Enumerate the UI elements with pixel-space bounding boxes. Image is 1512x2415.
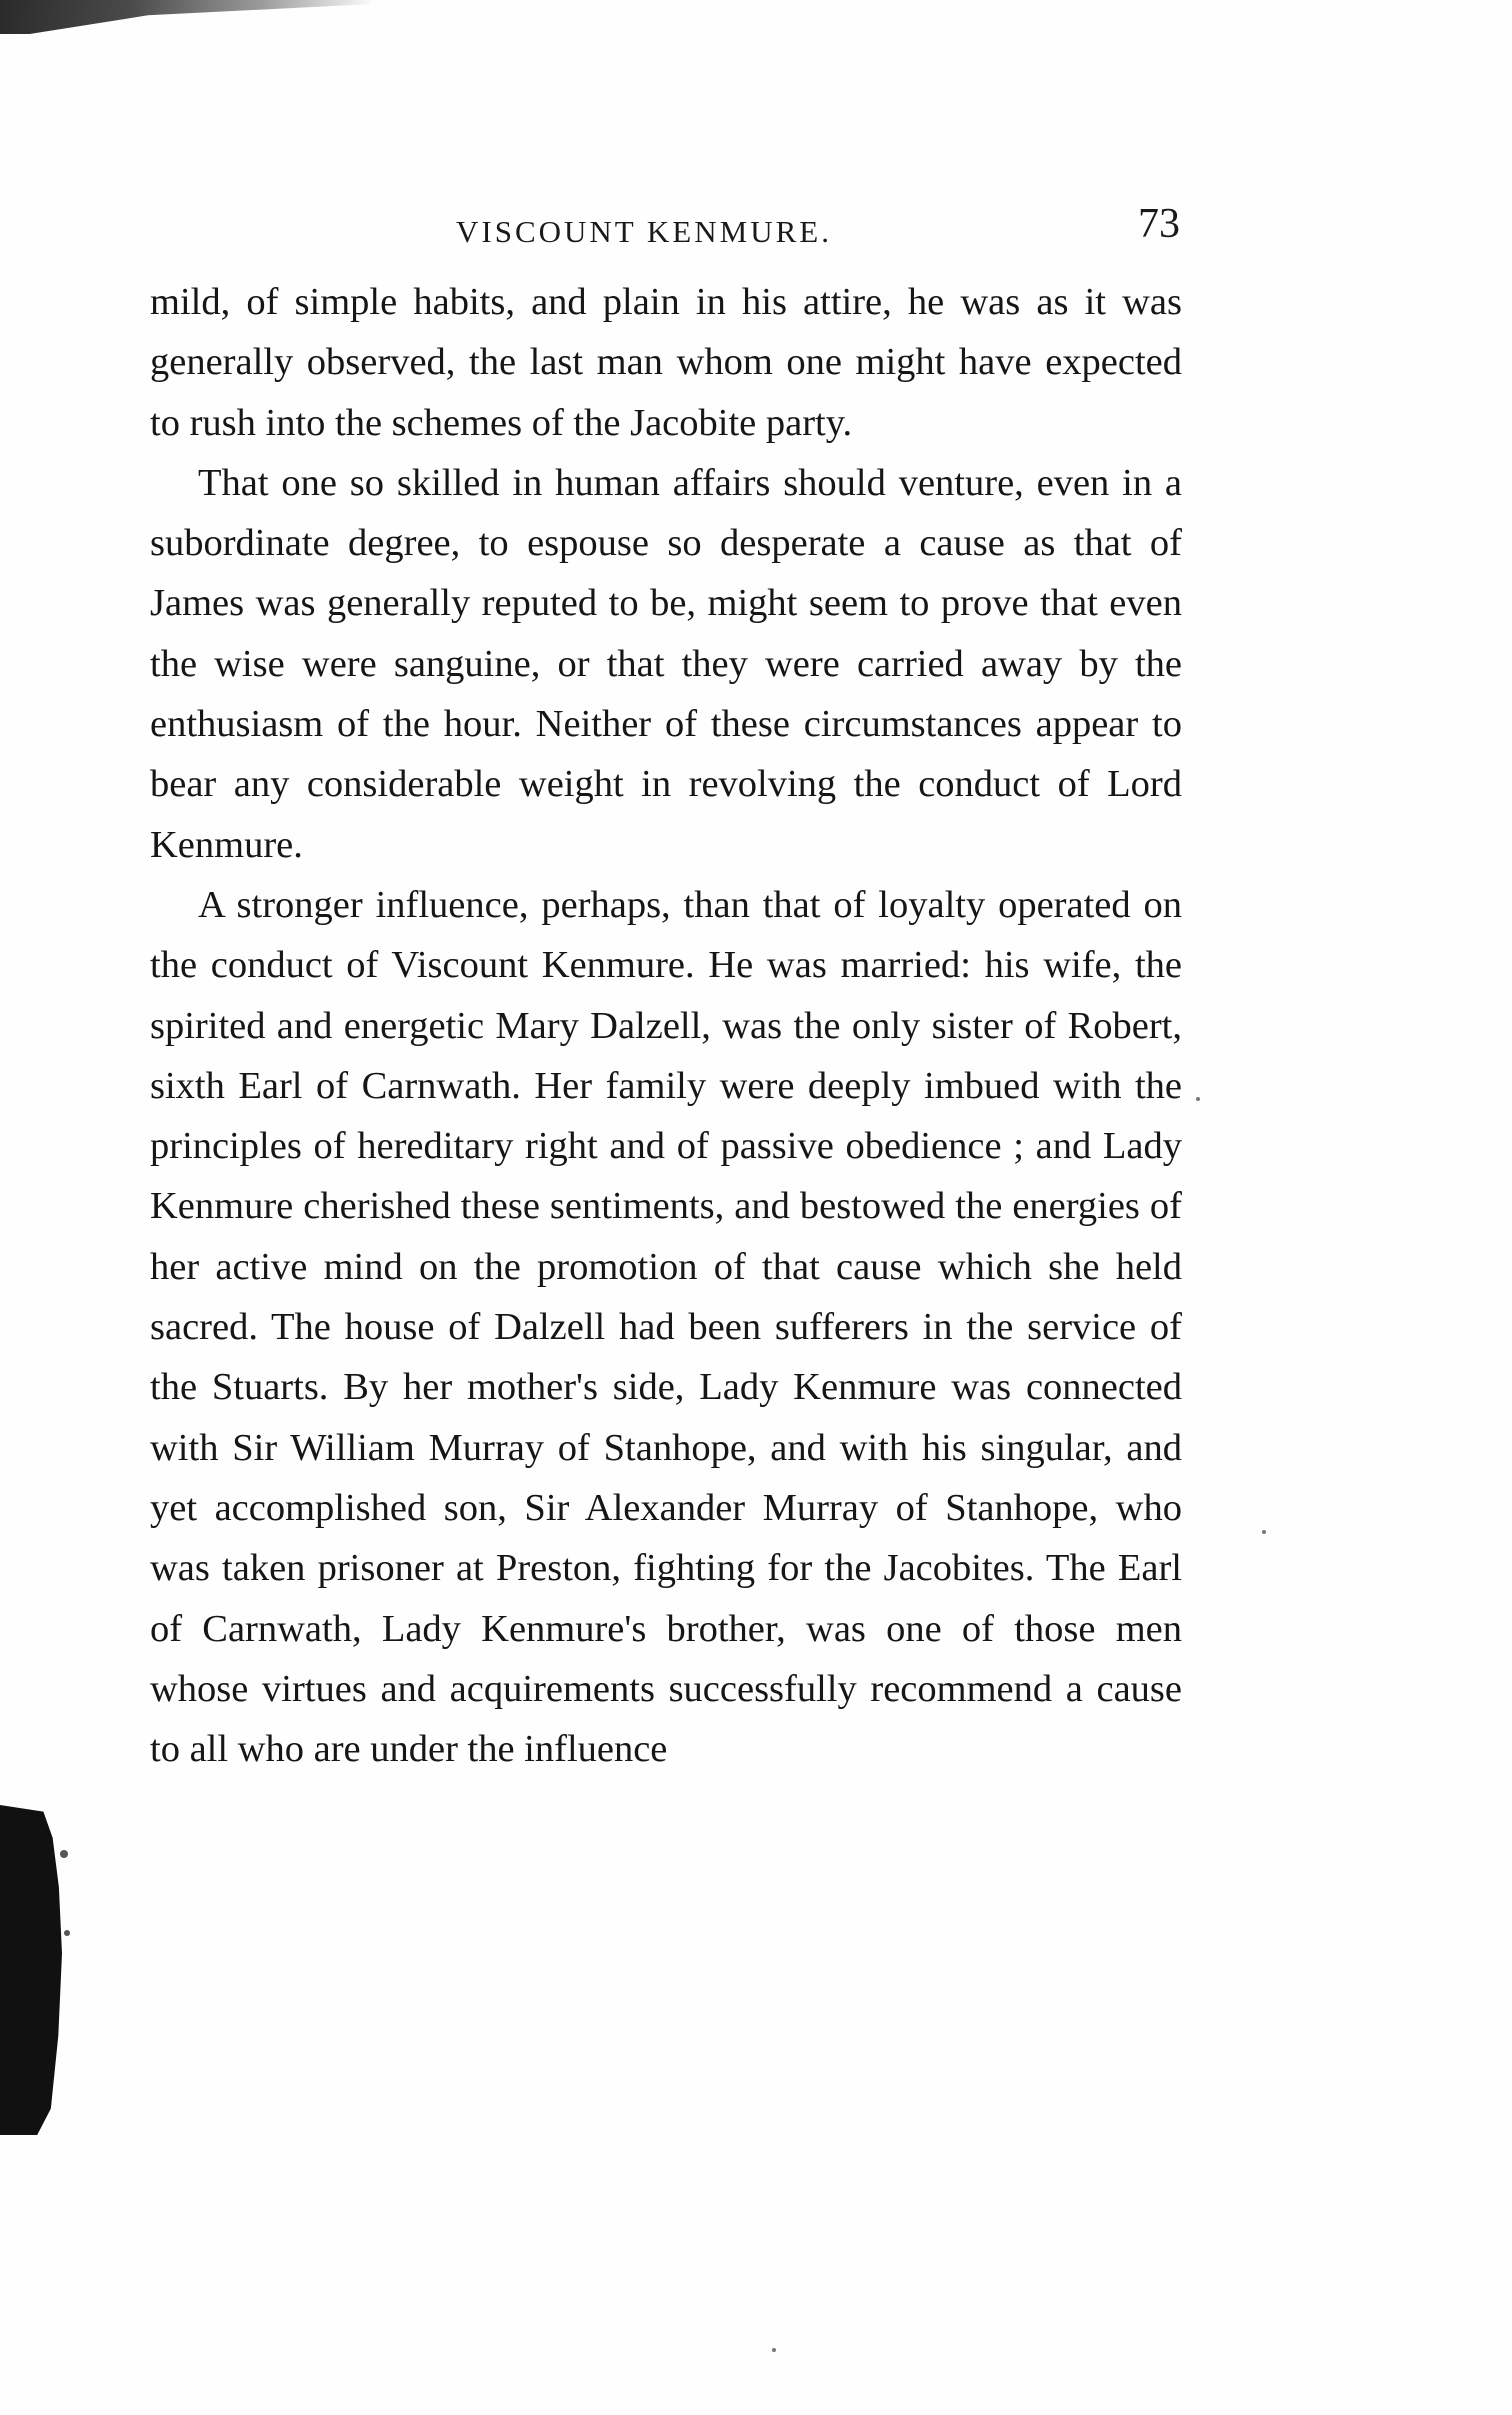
scan-speck [64,1930,70,1936]
scan-corner-smudge [0,0,370,34]
scan-speck [60,1850,68,1858]
scan-speck [1196,1097,1200,1101]
paragraph: That one so skilled in human affairs should venture, even in a subordinate degree, to espouse so desperate a cause as that of James was generally reputed to be, might seem to prove that even the wise were sanguine, or that they were carried away by the enthusiasm of the hour. Neither of these circumstances appear to bear any considerable weight in revolving the conduct of Lord Kenmure. [150,461,1182,866]
paragraph: A stronger influence, perhaps, than that of loyalty operated on the conduct of Viscount Kenmure. He was married: his wife, the spirited and energetic Mary Dalzell, was the only sister of Robert, sixth Earl of Carnwath. Her family were deeply imbued with the principles of hereditary right and of passive obedience ; and Lady Kenmure cherished these sentiments, and bestowed the energies of her active mind on the promotion of that cause which she held sacred. The house of Dalzell had been sufferers in the service of the Stuarts. By her mother's side, Lady Kenmure was connected with Sir William Murray of Stanhope, and with his singular, and yet accomplished son, Sir Alexander Murray of Stanhope, who was taken prisoner at Preston, fighting for the Jacobites. The Earl of Carnwath, Lady Kenmure's brother, was one of those men whose virtues and acquirements successfully recommend a cause to all who are under the influence [150,883,1182,1771]
scan-speck [1262,1530,1266,1534]
scan-binding-edge [0,1805,62,2135]
page-number: 73 [1138,201,1180,247]
running-head: VISCOUNT KENMURE. [456,214,832,249]
scan-speck [772,2348,776,2352]
paragraph: mild, of simple habits, and plain in his attire, he was as it was generally observed, the last man whom one might have expected to rush into the schemes of the Jacobite party. [150,281,1182,444]
body-text [150,272,1182,1779]
page-header [150,196,1180,256]
